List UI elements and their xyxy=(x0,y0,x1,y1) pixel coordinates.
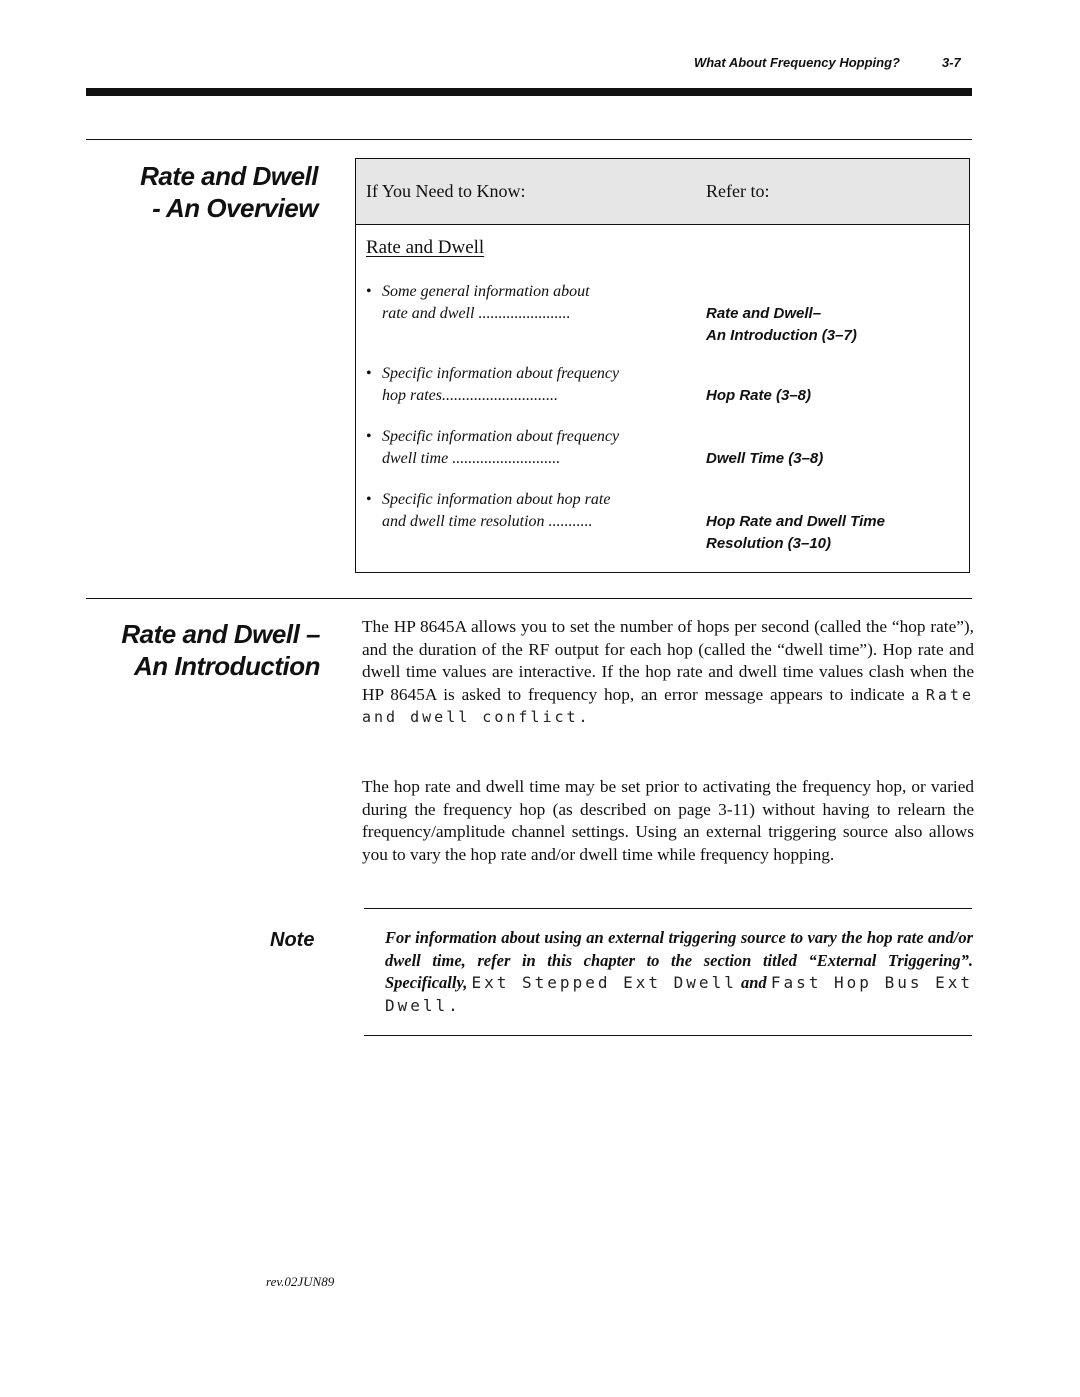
entry-description-line2: hop rates xyxy=(382,387,442,404)
overview-heading xyxy=(86,160,318,224)
entry-reference-line2: Resolution (3–10) xyxy=(706,535,832,552)
table-entry: • Some general information about rate and dwell ....................... Rate and Dwell– An Introduction (3–7) xyxy=(366,281,961,325)
introduction-paragraph-2: The hop rate and dwell time may be set prior to activating the frequency hop, or varied during the frequency hop (as described on page 3-11) without having to relearn the frequency/amplitude channel settings. Using an external triggering source also allows you to vary the hop rate and/or dwell time while frequency hopping. xyxy=(362,777,974,864)
table-entry: • Specific information about hop rate and dwell time resolution ........... Hop Rate and Dwell Time Resolution (3–10) xyxy=(366,489,961,533)
column-header-refer-to: Refer to: xyxy=(706,181,770,201)
section-rule-overview xyxy=(86,139,972,140)
running-title: What About Frequency Hopping? xyxy=(693,55,900,70)
entry-reference-line1: Rate and Dwell– xyxy=(706,305,822,322)
page-number: 3-7 xyxy=(942,55,961,70)
entry-reference-line1: Dwell Time (3–8) xyxy=(706,450,824,467)
section-rule-introduction xyxy=(86,598,972,599)
column-header-need-to-know: If You Need to Know: xyxy=(366,181,526,201)
bullet-icon: • xyxy=(366,491,372,508)
display-message-ext-stepped-ext-dwell: Ext Stepped Ext Dwell xyxy=(471,973,737,992)
entry-description-line1: Specific information about frequency xyxy=(382,428,620,445)
table-entry: • Specific information about frequency hop rates............................. Hop Rate (3–8) xyxy=(366,363,961,407)
entry-description-line2: dwell time xyxy=(382,450,449,467)
introduction-paragraph-1 xyxy=(362,616,974,729)
note-text xyxy=(385,927,973,1017)
entry-description-line2: rate and dwell xyxy=(382,305,475,322)
bullet-icon: • xyxy=(366,283,372,300)
introduction-heading-line1: Rate and Dwell – xyxy=(121,619,320,649)
note-conjunction: and xyxy=(741,973,767,992)
header-bar xyxy=(86,88,972,96)
bullet-icon: • xyxy=(366,428,372,445)
entry-description-line2: and dwell time resolution xyxy=(382,513,545,530)
note-rule-top xyxy=(364,908,972,909)
introduction-heading xyxy=(86,618,320,682)
table-group-title: Rate and Dwell xyxy=(366,237,485,258)
revision-stamp: rev.02JUN89 xyxy=(266,1274,335,1289)
entry-description-line1: Some general information about xyxy=(382,283,590,300)
entry-reference-line1: Hop Rate and Dwell Time xyxy=(706,513,885,530)
reference-table xyxy=(355,158,970,573)
entry-reference-line2: An Introduction (3–7) xyxy=(706,327,857,344)
bullet-icon: • xyxy=(366,365,372,382)
note-rule-bottom xyxy=(364,1035,972,1036)
entry-reference-line1: Hop Rate (3–8) xyxy=(706,387,812,404)
display-message-fast-hop-bus-ext-dwell: Fast Hop Bus Ext Dwell. xyxy=(385,973,974,1015)
note-body: For information about using an external triggering source to vary the hop rate and/or dwell time, refer in this chapter to the section titled “External Triggering”. Specifically, xyxy=(385,928,973,992)
display-message-rate-dwell-conflict: Rate and dwell conflict. xyxy=(362,685,974,726)
table-entry: • Specific information about frequency dwell time ........................... Dwell Time (3–8) xyxy=(366,426,961,470)
entry-description-line1: Specific information about hop rate xyxy=(382,491,611,508)
table-header xyxy=(356,159,969,225)
introduction-heading-line2: An Introduction xyxy=(133,651,320,681)
introduction-paragraph-1-text: The HP 8645A allows you to set the number of hops per second (called the “hop rate”), and the duration of the RF output for each hop (called the “dwell time”). Hop rate and dwell time values are interactive. If the hop rate and dwell time values clash when the HP 8645A is asked to frequency hop, an error message appears to indicate a xyxy=(362,617,974,704)
note-label: Note xyxy=(270,929,315,951)
entry-description-line1: Specific information about frequency xyxy=(382,365,620,382)
overview-heading-line2: - An Overview xyxy=(152,193,318,223)
overview-heading-line1: Rate and Dwell xyxy=(140,161,318,191)
